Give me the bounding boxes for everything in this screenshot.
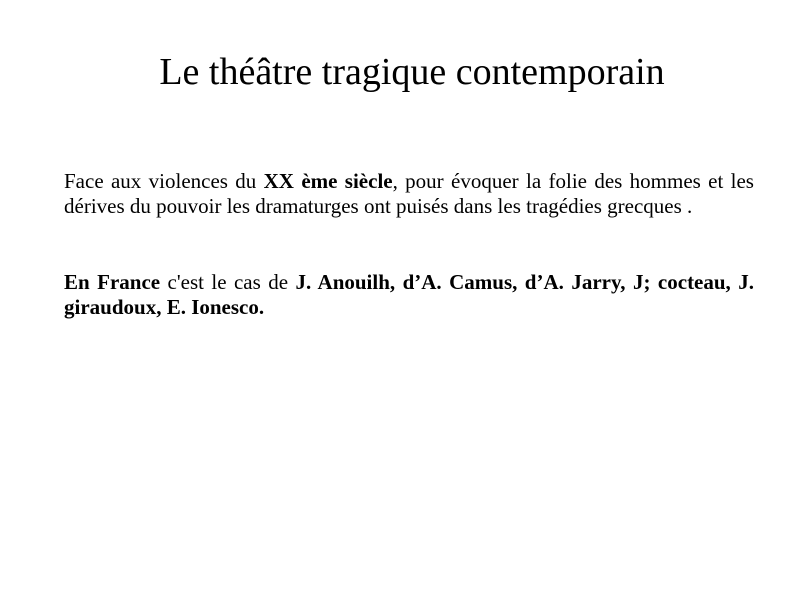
intro-text-start: Face aux violences du [64, 169, 264, 193]
authors-list: J. Anouilh, d’A. Camus, d’A. Jarry, J; cocteau, J. giraudoux, E. Ionesco. [64, 270, 754, 319]
intro-text-end: , pour évoquer la folie des hommes et les dérives du pouvoir les dramaturges ont puisés dans les tragédies grecques . [64, 169, 754, 218]
slide-title: Le théâtre tragique contemporain [159, 51, 665, 93]
slide-body [64, 169, 754, 320]
paragraph-france [64, 270, 754, 320]
france-connector: c'est le cas de [160, 270, 296, 294]
france-lead: En France [64, 270, 161, 294]
paragraph-intro [64, 169, 754, 219]
century-emphasis: XX ème siècle [263, 169, 393, 193]
